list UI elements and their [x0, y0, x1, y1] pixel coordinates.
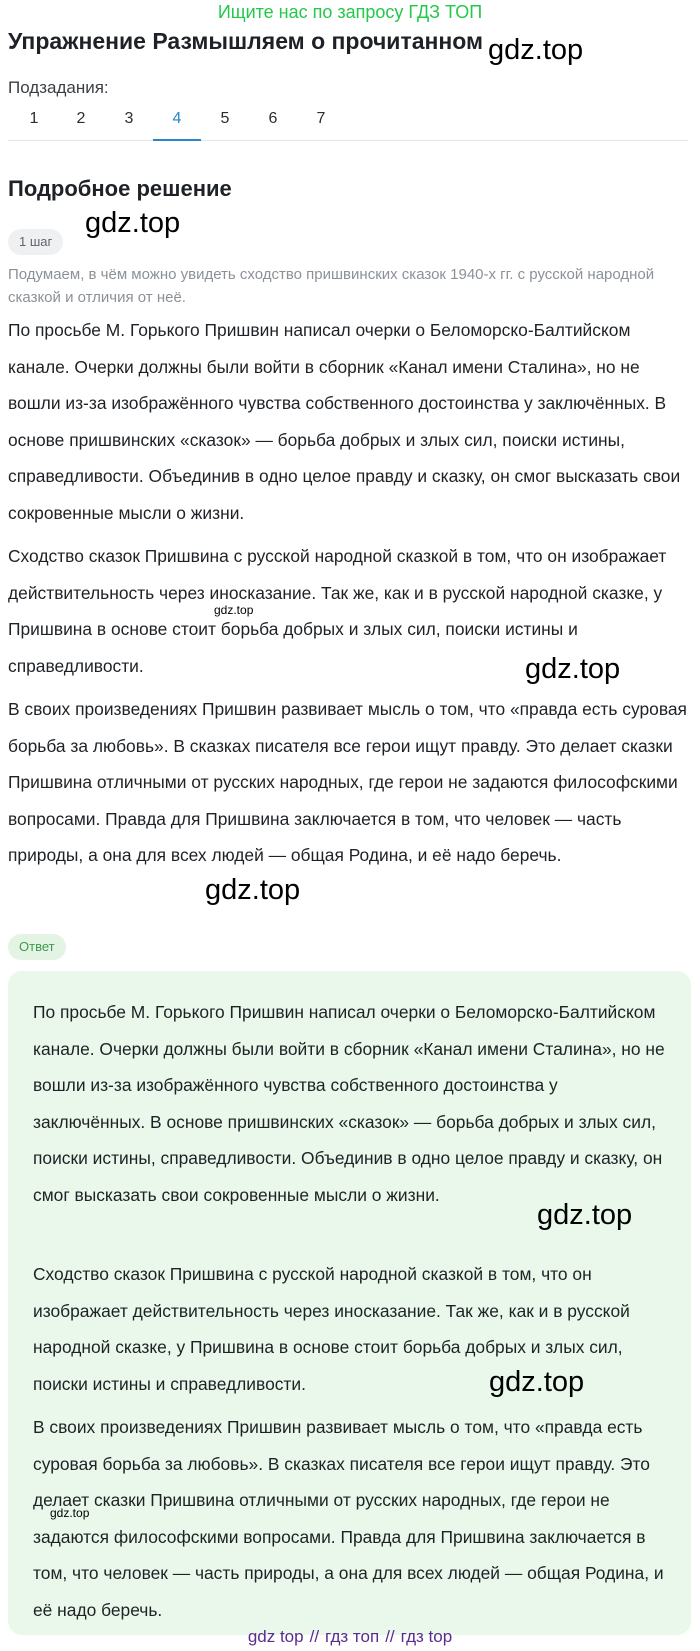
paragraph-text: По просьбе М. Горького Пришвин написал очерки о Беломорско-Балтийском канале. Очерки должны были войти в сборник «Канал имени Сталина», но не вошли из-за изображённого чувства собственного достоинства у заключённых. В основе пришвинских «сказок» — борьба добрых и злых сил, поиски истины, справедливости. Объединив в одно целое правду и сказку, он смог высказать свои сокровенные мысли о жизни.	[8, 320, 681, 523]
watermark: gdz.top	[525, 653, 621, 685]
answer-paragraph-3	[33, 1409, 673, 1628]
watermark: gdz.top	[85, 207, 181, 239]
subtask-tab-1[interactable]: 1	[29, 110, 39, 127]
watermark: gdz.top	[205, 874, 301, 906]
paragraph-text: Сходство сказок Пришвина с русской народной сказкой в том, что он изображает действительность через иносказание. Так же, как и в русской народной сказке, у Пришвина в основе стоит борьба добрых и злых сил, поиски истины и справедливости.	[33, 1264, 630, 1394]
solution-heading: Подробное решение	[8, 176, 232, 201]
subtask-tab-7[interactable]: 7	[316, 110, 326, 127]
footer-separator: //	[385, 1627, 395, 1646]
subtask-tab-4[interactable]: 4	[153, 98, 201, 140]
footer-link-1[interactable]: gdz top	[247, 1627, 304, 1646]
paragraph-text: По просьбе М. Горького Пришвин написал очерки о Беломорско-Балтийском канале. Очерки должны были войти в сборник «Канал имени Сталина», но не вошли из-за изображённого чувства собственного достоинства у заключённых. В основе пришвинских «сказок» — борьба добрых и злых сил, поиски истины, справедливости. Объединив в одно целое правду и сказку, он смог высказать свои сокровенные мысли о жизни.	[33, 1002, 665, 1205]
watermark: gdz.top	[537, 1199, 633, 1231]
solution-paragraph-1	[8, 312, 694, 531]
answer-badge: Ответ	[8, 934, 66, 960]
subtask-tab-6[interactable]: 6	[268, 110, 278, 127]
footer-separator: //	[309, 1627, 320, 1646]
paragraph-text: В своих произведениях Пришвин развивает мысль о том, что «правда есть суровая борьба за любовь». В сказках писателя все герои ищут правду. Это делает сказки Пришвина отличными от русских народных, где герои не задаются философскими вопросами. Правда для Пришвина заключается в том, что человек — часть природы, а она для всех людей — общая Родина, и её надо беречь.	[8, 699, 687, 865]
subtask-tab-3[interactable]: 3	[124, 110, 134, 127]
page-title: Упражнение Размышляем о прочитанном	[8, 28, 484, 54]
watermark: gdz.top	[50, 1506, 90, 1520]
footer-links	[0, 1625, 700, 1649]
paragraph-text: В своих произведениях Пришвин развивает мысль о том, что «правда есть суровая борьба за любовь». В сказках писателя все герои ищут правду. Это делает сказки Пришвина отличными от русских народных, где герои не задаются философскими вопросами. Правда для Пришвина заключается в том, что человек — часть природы, а она для всех людей — общая Родина, и её надо беречь.	[33, 1417, 664, 1620]
subtasks-label: Подзадания:	[8, 78, 109, 97]
solution-hint: Подумаем, в чём можно увидеть сходство пришвинских сказок 1940-х гг. с русской народной сказкой и отличия от неё.	[8, 266, 655, 306]
footer-link-2[interactable]: гдз топ	[325, 1627, 380, 1646]
watermark: gdz.top	[214, 603, 254, 617]
answer-paragraph-1	[33, 994, 673, 1213]
subtask-tabs	[8, 98, 688, 141]
subtask-tab-2[interactable]: 2	[76, 110, 86, 127]
paragraph-text: Сходство сказок Пришвина с русской народной сказкой в том, что он изображает действительность через иносказание. Так же, как и в русской народной сказке, у Пришвина в основе стоит борьба добрых и злых сил, поиски истины и справедливости.	[8, 546, 667, 676]
solution-paragraph-3	[8, 691, 694, 874]
watermark: gdz.top	[488, 34, 584, 66]
footer-link-3[interactable]: гдз top	[400, 1627, 453, 1646]
search-banner: Ищите нас по запросу ГДЗ ТОП	[217, 2, 483, 22]
step-badge: 1 шаг	[8, 229, 63, 255]
subtask-tab-5[interactable]: 5	[220, 110, 230, 127]
watermark: gdz.top	[489, 1366, 585, 1398]
